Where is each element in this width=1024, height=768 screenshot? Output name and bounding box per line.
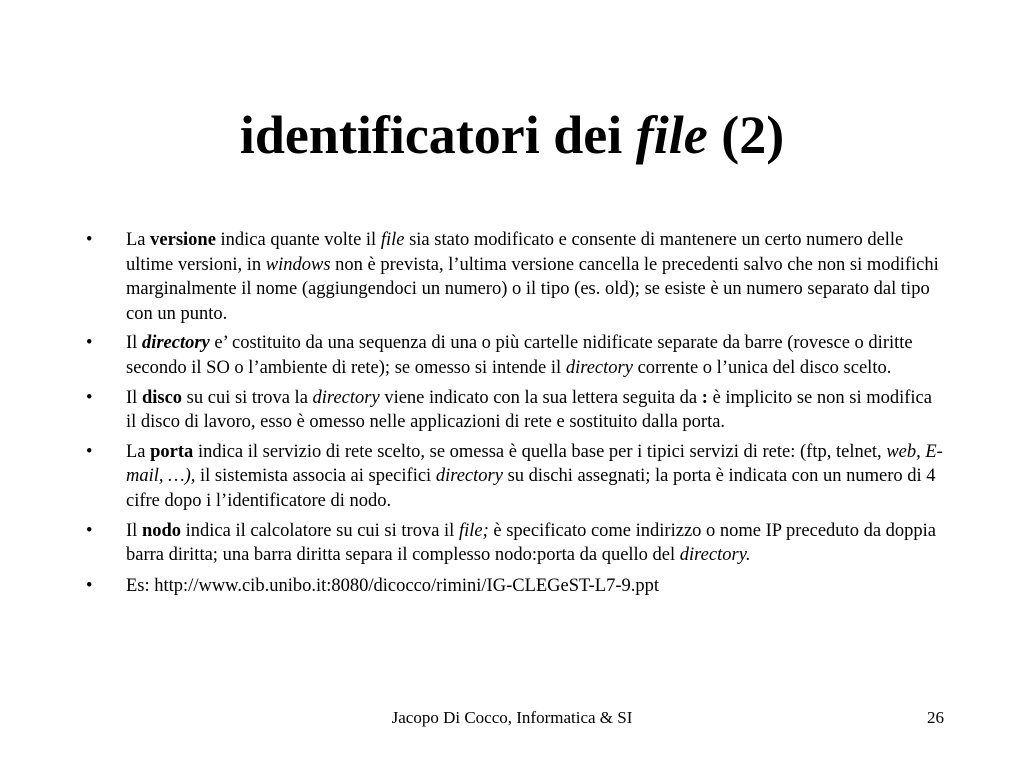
bullet-icon: • xyxy=(86,333,93,354)
bullet-icon: • xyxy=(86,387,93,408)
slide-title xyxy=(0,100,1024,170)
footer-author: Jacopo Di Cocco, Informatica & SI xyxy=(391,708,633,727)
bullet-text: Es: http://www.cib.unibo.it:8080/dicocco/rimini/IG-CLEGeST-L7-9.ppt xyxy=(126,575,660,596)
bullet-italic-term: directory xyxy=(565,357,633,378)
title-italic-word: file xyxy=(635,105,708,165)
bullet-text: su dischi assegnati; la porta è indicata con un numero di 4 cifre dopo i l’identificatore di nodo. xyxy=(126,466,936,511)
bullet-keyword: porta xyxy=(150,441,194,462)
bullet-italic-term: file xyxy=(380,230,405,250)
title-suffix: (2) xyxy=(707,105,785,165)
bullet-italic-term: web, E-mail, …), xyxy=(126,441,943,487)
bullet-text: Il xyxy=(126,520,142,541)
bullet-icon: • xyxy=(86,575,93,596)
bullet-keyword: : xyxy=(701,387,708,408)
bullet-icon: • xyxy=(86,230,93,250)
bullet-text: La xyxy=(126,230,151,250)
bullet-keyword: versione xyxy=(150,230,216,250)
bullet-item-porta xyxy=(83,440,943,514)
bullet-text: indica quante volte il xyxy=(215,230,381,250)
bullet-list xyxy=(83,228,943,603)
bullet-item-example xyxy=(83,574,943,599)
bullet-italic-term: directory. xyxy=(679,545,751,566)
bullet-item-disco xyxy=(83,386,943,435)
bullet-text: La xyxy=(126,441,151,462)
bullet-text: è implicito se non si modifica il disco di lavoro, esso è omesso nelle applicazioni di rete e sostituito dalla porta. xyxy=(126,387,932,433)
bullet-keyword: disco xyxy=(141,387,183,408)
bullet-item-nodo xyxy=(83,519,943,568)
bullet-item-versione xyxy=(83,228,943,326)
bullet-text: indica il servizio di rete scelto, se omessa è quella base per i tipici servizi di rete: (ftp, telnet, xyxy=(193,441,887,462)
bullet-italic-term: directory xyxy=(435,466,503,487)
bullet-keyword: nodo xyxy=(141,520,182,541)
bullet-text: non è prevista, l’ultima versione cancella le precedenti salvo che non si modifichi marginalmente il nome (aggiungendoci un numero) o il tipo (es. old); se esiste è un numero separato dal tipo con un punto. xyxy=(126,254,939,324)
bullet-italic-term: windows xyxy=(265,254,331,275)
bullet-text: e’ costituito da una sequenza di una o più cartelle nidificate separate da barre (rovesce o diritte secondo il SO o l’ambiente di rete); se omesso si intende il xyxy=(126,333,913,378)
bullet-icon: • xyxy=(86,520,93,541)
bullet-text: il sistemista associa ai specifici xyxy=(195,466,436,487)
bullet-icon: • xyxy=(86,441,93,462)
bullet-text: su cui si trova la xyxy=(182,387,313,408)
bullet-text: Il xyxy=(126,387,142,408)
bullet-text: viene indicato con la sua lettera seguita da xyxy=(379,387,702,408)
bullet-text: indica il calcolatore su cui si trova il xyxy=(181,520,459,541)
bullet-keyword: directory xyxy=(141,333,210,354)
bullet-italic-term: directory xyxy=(312,387,380,408)
bullet-text: sia stato modificato e consente di mantenere un certo numero delle ultime versioni, in xyxy=(126,230,904,275)
bullet-text: è specificato come indirizzo o nome IP preceduto da doppia barra diritta; una barra diritta separa il complesso nodo:porta da quello del xyxy=(126,520,937,566)
page-number: 26 xyxy=(927,708,944,727)
bullet-item-directory xyxy=(83,331,943,380)
bullet-text: Il xyxy=(126,333,142,354)
bullet-text: corrente o l’unica del disco scelto. xyxy=(632,357,892,378)
title-text: identificatori dei xyxy=(239,105,636,165)
bullet-italic-term: file; xyxy=(458,520,489,541)
